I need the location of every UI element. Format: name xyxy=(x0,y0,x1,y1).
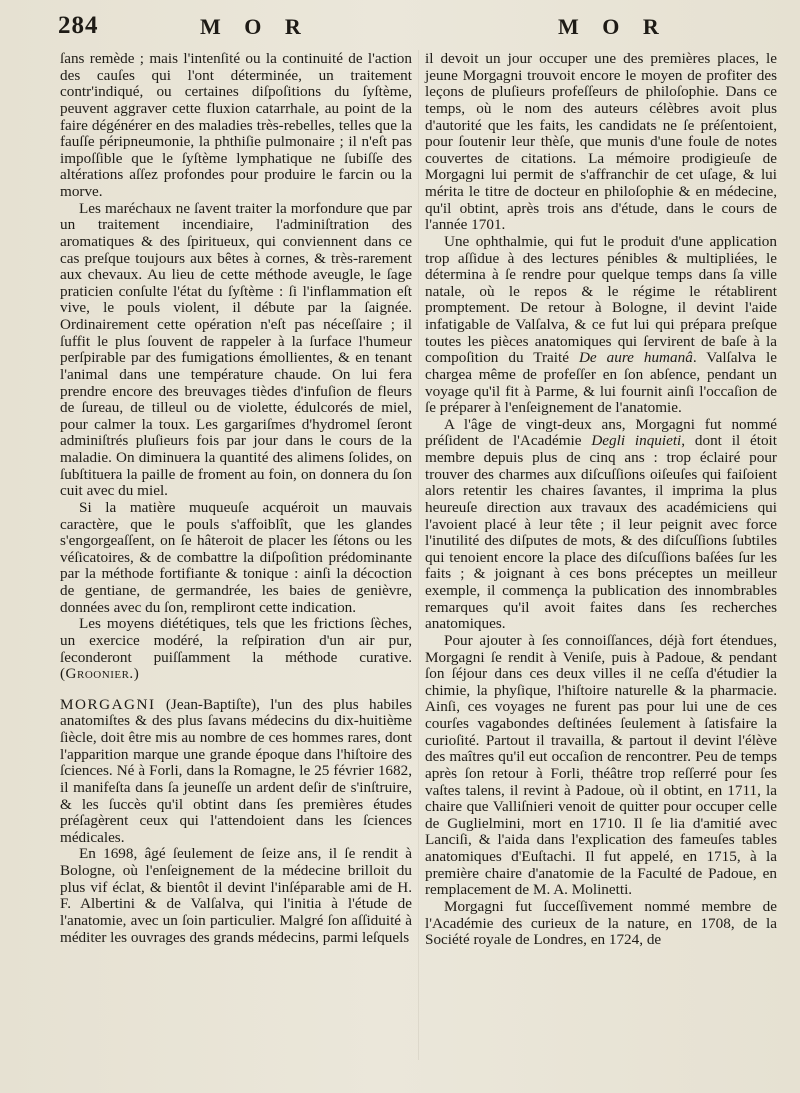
paragraph xyxy=(60,616,412,683)
paragraph xyxy=(425,417,777,633)
author-signature: (Groonier.) xyxy=(60,665,140,683)
work-title: De aure humanâ xyxy=(578,349,693,367)
paragraph-text: A l'âge de vingt-deux ans, Morgagni fut nommé préſident de l'Académie xyxy=(425,415,777,450)
column-gutter xyxy=(418,50,419,1060)
entry-paragraph xyxy=(60,697,412,847)
paragraph: Si la matière muqueuſe acquéroit un mauvais caractère, que le pouls s'affoiblît, que les glandes s'engorgeaſſent, on ſe hâteroit de placer les ſétons ou les véſicatoires, & de combattre la diſpoſition prédominante par la méthode fortifiante & tonique : ainſi la décoction de gentiane, de germandrée, les baies de genièvre, données avec du ſon, rempliront cette indication. xyxy=(60,498,412,616)
paragraph: il devoit un jour occuper une des premières places, le jeune Morgagni trouvoit encore le moyen de profiter des leçons de pluſieurs profeſſeurs de philoſophie. Dans ce temps, où le nom des auteurs célèbres avoit plus d'autorité que les faits, les candidats ne ſe préſentoient, pour ſoutenir leur thèſe, que munis d'une foule de notes couvertes de citations. La mémoire prodigieuſe de Morgagni lui permit de s'affranchir de cet uſage, & lui mérita le titre de docteur en philoſophie & en médecine, qu'il obtint, après trois ans d'étude, dans le cours de l'année 1701. xyxy=(425,50,777,234)
entry-text: (Jean-Baptiſte), l'un des plus habiles anatomiſtes & des plus ſavans médecins du dix-huitième ſiècle, doit être mis au nombre de ces hommes rares, dont l'apparition marque une grande époque dans l'hiſtoire des ſciences. Né à Forli, dans la Romagne, le 25 février 1682, il manifeſta dans ſa jeuneſſe un ardent deſir de s'inſtruire, & les ſuccès qu'il obtint dans ſes premières études préſagèrent ceux qui l'attendoient dans les ſciences médicales. xyxy=(60,695,412,846)
running-head-left: M O R xyxy=(200,14,310,39)
paragraph-text: Une ophthalmie, qui fut le produit d'une application trop aſſidue à des lectures pénibles & multipliées, le détermina à ſe rendre pour quelque temps dans ſa ville natale, où le repos & le régime le rétablirent promptement. De retour à Bologne, il devint l'aide infatigable de Valſalva, & ce fut lui qui prépara preſque toutes les pièces anatomiques qui ſervirent de baſe à la compoſition du Traité xyxy=(425,232,777,367)
paragraph: Morgagni fut ſucceſſivement nommé membre de l'Académie des curieux de la nature, en 1708, de la Société royale de Londres, en 1724, de xyxy=(425,897,777,949)
paragraph xyxy=(425,234,777,417)
paragraph: En 1698, âgé ſeulement de ſeize ans, il ſe rendit à Bologne, où l'enſeignement de la médecine brilloit du plus vif éclat, & bientôt il devint l'inſéparable ami de H. F. Albertini & de Valſalva, qui l'initia à l'étude de l'anatomie, avec un ſoin particulier. Malgré ſon aſſiduité à méditer les ouvrages des grands médecins, parmi leſquels xyxy=(60,845,412,946)
paragraph-text: Les moyens diététiques, tels que les frictions ſèches, un exercice modéré, la reſpiration d'un air pur, ſeconderont puiſſamment la méthode curative. xyxy=(60,615,412,666)
paragraph: Pour ajouter à ſes connoiſſances, déjà fort étendues, Morgagni ſe rendit à Veniſe, puis à Padoue, & pendant ſon ſéjour dans ces deux villes il ne ceſſa d'étudier la chimie, la phyſique, l'hiſtoire naturelle & la pharmacie. Ainſi, ces voyages ne furent pas pour lui une de ces courſes vagabondes deſtinées ſeulement à ſatisfaire la curioſité. Partout il travailla, & partout il devint l'élève des maîtres qu'il eut occaſion de rencontrer. Peu de temps après ſon retour à Forli, théâtre trop reſſerré pour ſes vaſtes talens, il revint à Padoue, où il obtint, en 1711, la chaire que Valliſnieri venoit de quitter pour occuper celle de Guglielmini, mort en 1710. Il ſe lia d'amitié avec Lanciſi, & l'aida dans l'explication des fameuſes tables anatomiques d'Euſtachi. Il fut appelé, en 1715, à la première chaire d'anatomie de la Faculté de Padoue, en remplacement de M. A. Molinetti. xyxy=(425,631,777,899)
paragraph-text: . Valſalva le chargea même de profeſſer en ſon abſence, pendant un voyage qu'il fit à Parme, & lui fournit ainſi l'occaſion de ſe préparer à l'enſeignement de l'anatomie. xyxy=(425,349,777,417)
running-head-right: M O R xyxy=(558,14,668,39)
paragraph: ſans remède ; mais l'intenſité ou la continuité de l'action des cauſes qui l'ont déterminée, un traitement contr'indiqué, ou certaines diſpoſitions du ſyſtème, peuvent aggraver cette fluxion catarrhale, au point de la faire dégénérer en des maladies très-rebelles, telles que la fauſſe péripneumonie, la phthiſie pulmonaire ; il n'eſt pas impoſſible que le ſyſtème lymphatique ne ſubiſſe des altérations aſſez profondes pour produire le farcin ou la morve. xyxy=(60,50,412,200)
paragraph: Les maréchaux ne ſavent traiter la morfondure que par un traitement incendiaire, l'adminiſtration des aromatiques & des ſpiritueux, qui conviennent dans ce cas preſque toujours aux bêtes à cornes, & très-rarement aux chevaux. Au lieu de cette méthode aveugle, le ſage praticien conſulte l'état du ſyſtème : ſi l'inflammation eſt vive, le pouls violent, il débute par la ſaignée. Ordinairement cette opération n'eſt pas néceſſaire ; il ſuffit le plus ſouvent de rappeler à la ſurface l'humeur perſpirable par des fumigations émollientes, & en tenant l'animal dans une température chaude. On lui fera prendre encore des breuvages tièdes d'infuſion de fleurs de ſureau, de tilleul ou de violette, édulcorés de miel, pour calmer la toux. Les gargariſmes d'hydromel ſeront adminiſtrés pluſieurs fois par jour dans le cours de la maladie. On diminuera la quantité des alimens ſolides, on ſubſtituera la paille de froment au foin, on donnera du ſon cuit avec du miel. xyxy=(60,199,412,500)
right-column xyxy=(425,51,777,949)
entry-headword: MORGAGNI xyxy=(60,695,156,713)
left-column xyxy=(60,51,412,946)
page-header xyxy=(58,12,756,44)
page-number: 284 xyxy=(58,12,99,39)
academy-name: Degli inquieti xyxy=(591,432,682,450)
paragraph-text: , dont il étoit membre depuis plus de cinq ans : trop éclairé pour trouver des charmes aux diſcuſſions oiſeuſes qui faiſoient alors retentir les chaires ſavantes, il imprima la plus heureuſe direction aux travaux des académiciens qui l'avoient placé à leur tête ; il leur peignit avec force l'inutilité des diſputes de mots, & des diſcuſſions ſubtiles qui tenoient encore la place des diſcuſſions baſées ſur les faits ; & joignant à ces bons préceptes un meilleur exemple, il commença la publication des innombrables remarques qu'il avoit faites dans ſes recherches anatomiques. xyxy=(425,432,777,633)
